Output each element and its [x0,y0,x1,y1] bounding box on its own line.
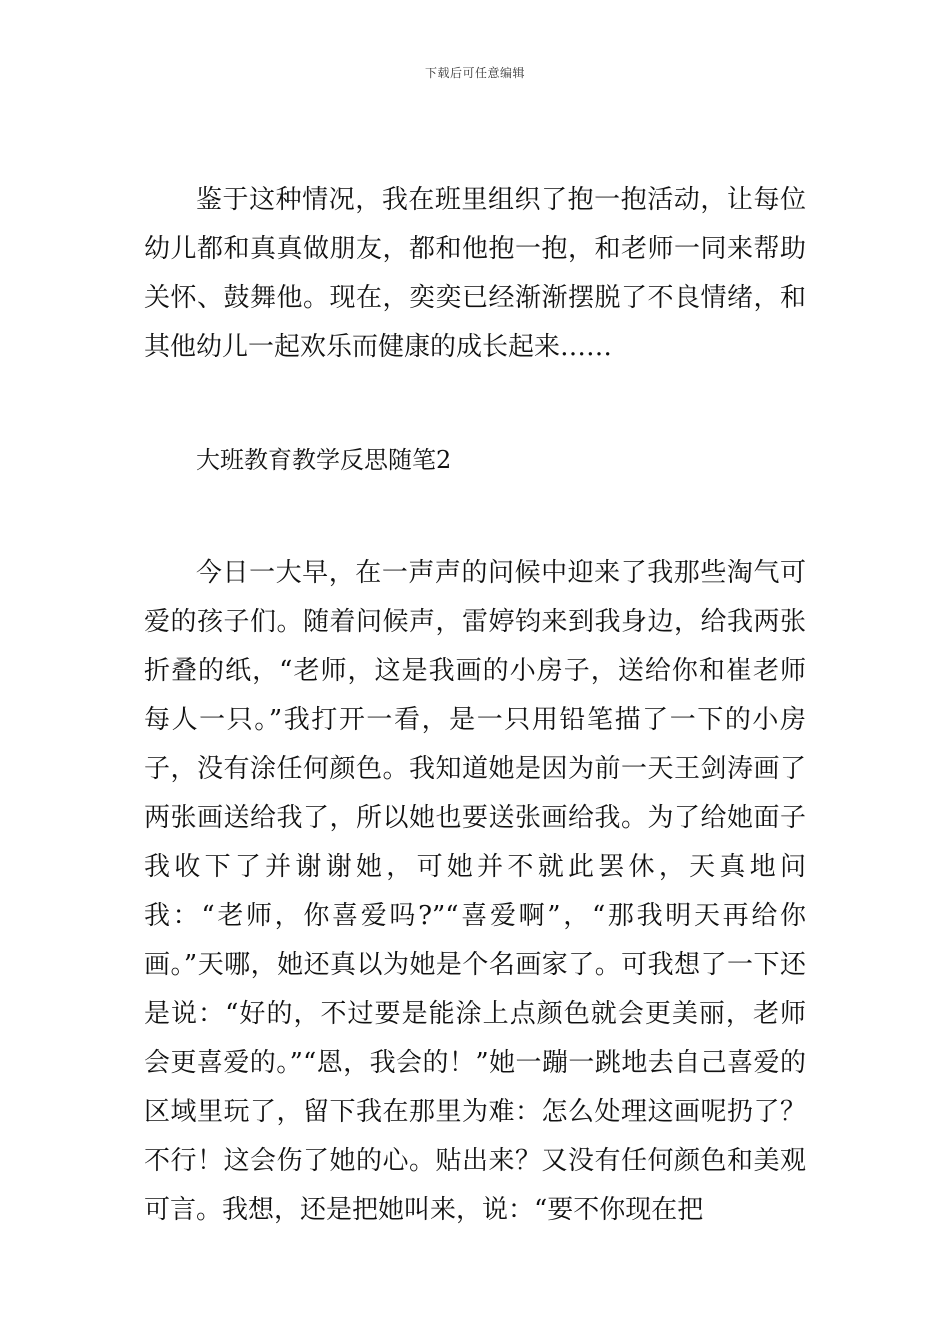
paragraph-2: 今日一大早，在一声声的问候中迎来了我那些淘气可爱的孩子们。随着问候声，雷婷钧来到我身边，给我两张折叠的纸，“老师，这是我画的小房子，送给你和崔老师每人一只。”我打开一看，是一只用铅笔描了一下的小房子，没有涂任何颜色。我知道她是因为前一天王剑涛画了两张画送给我了，所以她也要送张画给我。为了给她面子我收下了并谢谢她，可她并不就此罢休，天真地问我：“老师，你喜爱吗?”“喜爱啊”，“那我明天再给你画。”天哪，她还真以为她是个名画家了。可我想了一下还是说：“好的，不过要是能涂上点颜色就会更美丽，老师会更喜爱的。”“恩，我会的！”她一蹦一跳地去自己喜爱的区域里玩了，留下我在那里为难：怎么处理这画呢扔了？不行！这会伤了她的心。贴出来？又没有任何颜色和美观可言。我想，还是把她叫来，说：“要不你现在把 [144,558,806,1225]
document-body [144,176,806,1235]
page-header: 下载后可任意编辑 [424,66,525,80]
section-heading: 大班教育教学反思随笔2 [196,446,452,474]
paragraph-1: 鉴于这种情况，我在班里组织了抱一抱活动，让每位幼儿都和真真做朋友，都和他抱一抱，和老师一同来帮助关怀、鼓舞他。现在，奕奕已经渐渐摆脱了不良情绪，和其他幼儿一起欢乐而健康的成长起来…… [144,185,806,362]
